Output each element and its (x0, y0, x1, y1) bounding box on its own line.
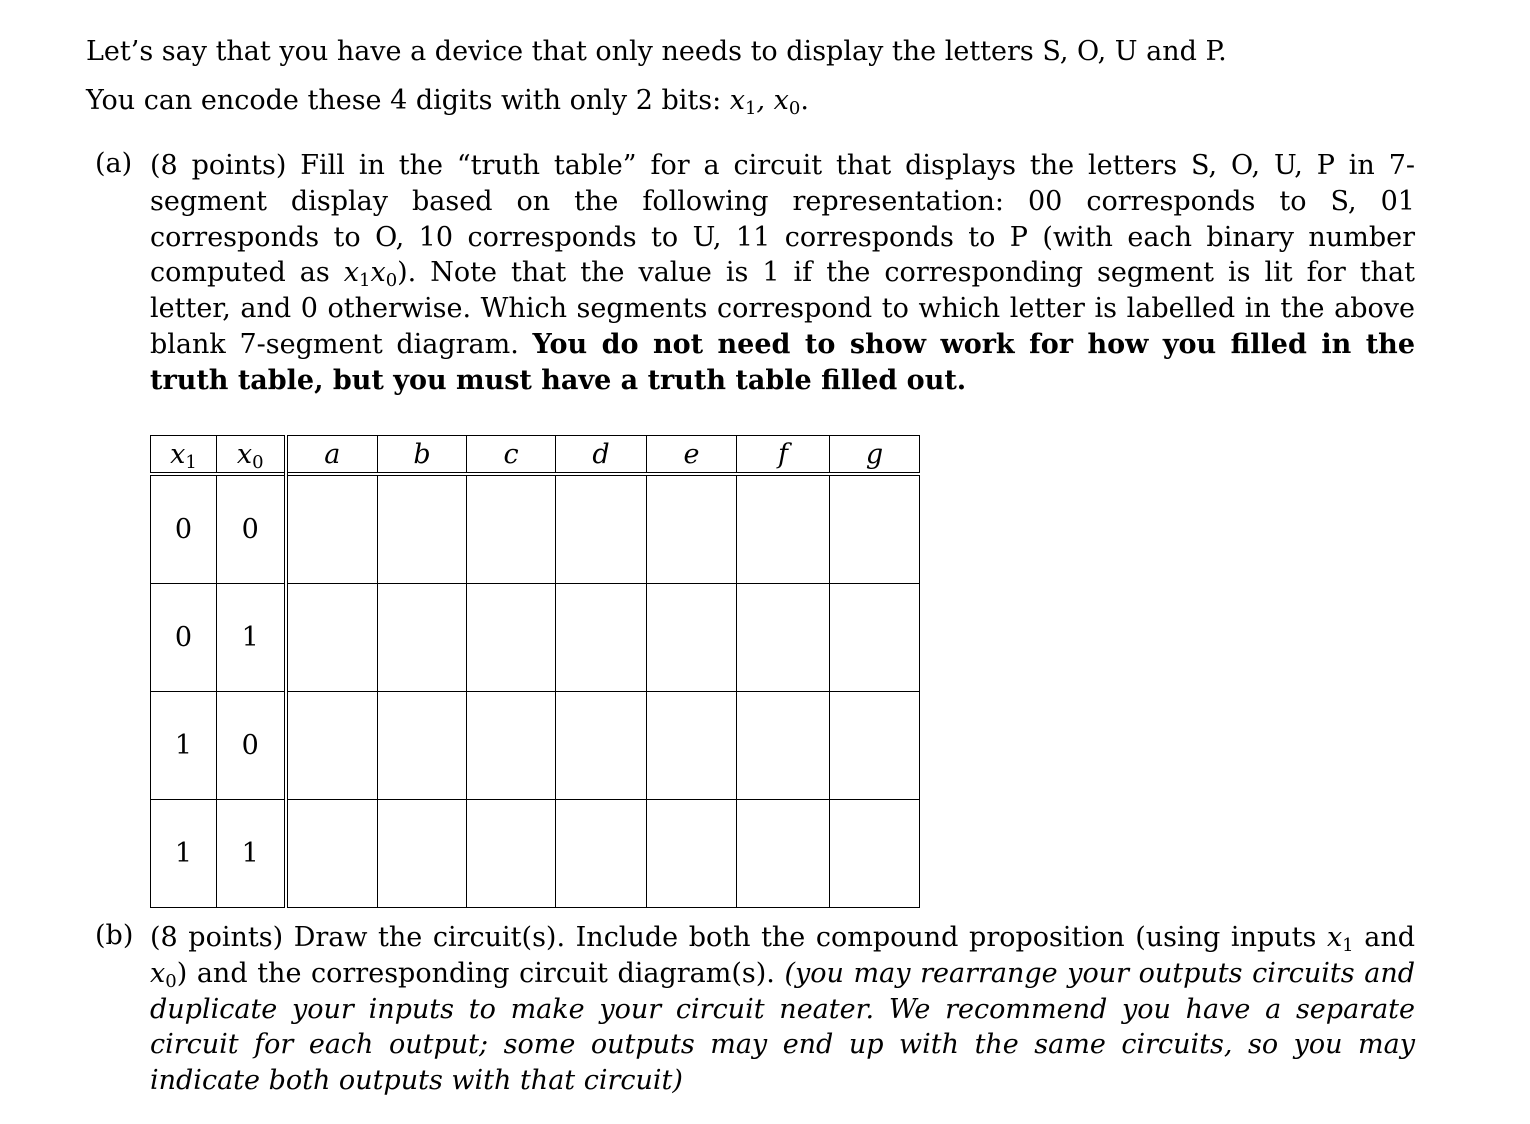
blank-cell[interactable] (467, 800, 556, 908)
blank-cell[interactable] (737, 692, 830, 800)
math-x1: $x_1$, $x_0$ (729, 85, 801, 119)
header-segment-e: e (647, 436, 737, 475)
header-segment-d: d (556, 436, 647, 475)
blank-cell[interactable] (737, 800, 830, 908)
header-x0: $x_0$ (217, 436, 286, 475)
blank-cell[interactable] (378, 800, 467, 908)
blank-cell[interactable] (286, 474, 378, 584)
cell-x0: 1 (217, 584, 286, 692)
truth-table (150, 435, 920, 908)
blank-cell[interactable] (737, 584, 830, 692)
cell-x1: 1 (151, 800, 217, 908)
blank-cell[interactable] (556, 584, 647, 692)
blank-cell[interactable] (378, 474, 467, 584)
blank-cell[interactable] (647, 800, 737, 908)
part-a-bold-instruction: You do not need to show work for how you filled in the truth table, but you must have a truth table filled out. (150, 328, 1415, 396)
header-segment-a: a (286, 436, 378, 475)
blank-cell[interactable] (378, 584, 467, 692)
part-a-text: (8 points) Fill in the “truth table” for a circuit that displays the letters S, O, U, P in 7-segment display based on the following representation: 00 corresponds to S, 01 corresponds to O, 10 corresponds to U, 11 corresponds to P (with each binary number computed as $x_1x_0$). Note that the value is 1 if the corresponding segment is lit for that letter, and 0 otherwise. Which segments correspond to which letter is labelled in the above blank 7-segment diagram. You do not need to show work for how you filled in the truth table, but you must have a truth table filled out. (150, 150, 1415, 396)
header-segment-g: g (830, 436, 920, 475)
blank-cell[interactable] (830, 692, 920, 800)
blank-cell[interactable] (467, 474, 556, 584)
blank-cell[interactable] (467, 584, 556, 692)
intro-line-2-text: You can encode these 4 digits with only 2 bits: (86, 85, 730, 116)
cell-x1: 0 (151, 584, 217, 692)
header-x1: $x_1$ (151, 436, 217, 475)
blank-cell[interactable] (378, 692, 467, 800)
cell-x1: 0 (151, 474, 217, 584)
table-row (151, 692, 920, 800)
blank-cell[interactable] (467, 692, 556, 800)
blank-cell[interactable] (830, 584, 920, 692)
table-row (151, 584, 920, 692)
table-row (151, 474, 920, 584)
blank-cell[interactable] (286, 692, 378, 800)
intro-line-1: Let’s say that you have a device that only needs to display the letters S, O, U and P. (86, 36, 1227, 67)
cell-x0: 0 (217, 474, 286, 584)
part-b-italic-note: (you may rearrange your outputs circuits and duplicate your inputs to make your circuit neater. We recommend you have a separate circuit for each output; some outputs may end up with the same circuits, so you may indicate both outputs with that circuit) (150, 957, 1415, 1097)
blank-cell[interactable] (737, 474, 830, 584)
cell-x0: 0 (217, 692, 286, 800)
blank-cell[interactable] (286, 584, 378, 692)
header-segment-c: c (467, 436, 556, 475)
part-b-marker: (b) (95, 920, 134, 951)
blank-cell[interactable] (647, 584, 737, 692)
blank-cell[interactable] (647, 692, 737, 800)
intro-line-2: You can encode these 4 digits with only 2 bits: $x_1$, $x_0$. (86, 85, 809, 119)
question-part-a (95, 148, 1415, 399)
question-part-b (95, 920, 1415, 1099)
header-segment-f: f (737, 436, 830, 475)
blank-cell[interactable] (556, 474, 647, 584)
header-segment-b: b (378, 436, 467, 475)
blank-cell[interactable] (830, 800, 920, 908)
cell-x0: 1 (217, 800, 286, 908)
part-a-marker: (a) (95, 148, 133, 179)
blank-cell[interactable] (830, 474, 920, 584)
blank-cell[interactable] (556, 692, 647, 800)
cell-x1: 1 (151, 692, 217, 800)
blank-cell[interactable] (647, 474, 737, 584)
truth-table-header-row (151, 436, 920, 475)
part-b-text: (8 points) Draw the circuit(s). Include both the compound proposition (using inputs $x_1$ and $x_0$) and the corresponding circuit diagram(s). (you may rearrange your outputs circuits and duplicate your inputs to make your circuit neater. We recommend you have a separate circuit for each output; some outputs may end up with the same circuits, so you may indicate both outputs with that circuit) (150, 922, 1415, 1097)
table-row (151, 800, 920, 908)
blank-cell[interactable] (286, 800, 378, 908)
blank-cell[interactable] (556, 800, 647, 908)
